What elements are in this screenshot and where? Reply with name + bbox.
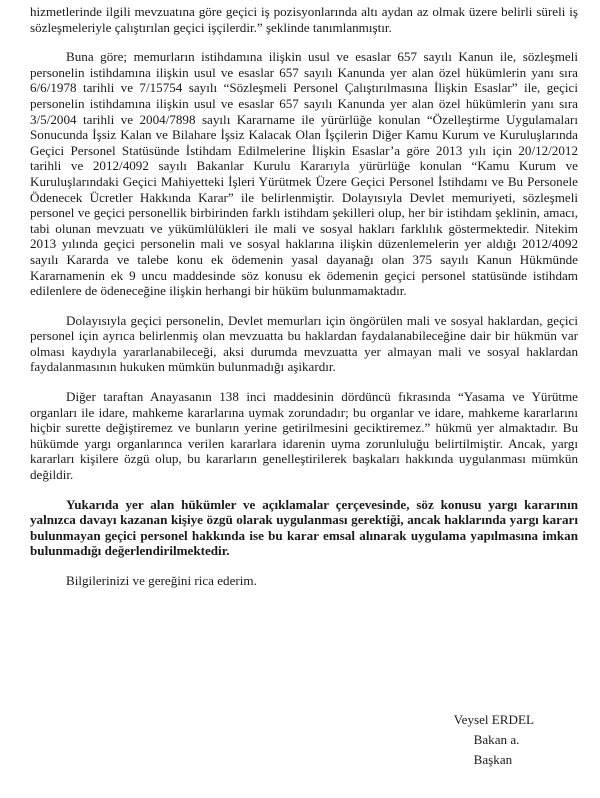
paragraph-constitution: Diğer taraftan Anayasanın 138 inci maddesinin dördüncü fıkrasında “Yasama ve Yürütme organları ile idare, mahkeme kararlarına uymak zorundadır; bu organlar ve idare, mahkeme kararlarını hiçbir surette değiştiremez ve bunların yerine getirilmesini geciktiremez.” hükmü yer almaktadır. Bu hükümde yargı organlarınca verilen kararlara idarenin uyma zorunluluğu belirtilmiştir. Ancak, yargı kararları kişilere özgü olup, bu kararların genelleştirilerek başkaları hakkında uygulanması mümkün değildir.: [30, 389, 578, 483]
signatory-on-behalf: Bakan a.: [473, 732, 520, 747]
paragraph-conclusion: Yukarıda yer alan hükümler ve açıklamalar çerçevesinde, söz konusu yargı kararının yalnızca davayı kazanan kişiye özgü olarak uygulanması gerektiği, ancak haklarında yargı kararı bulunmayan geçici personel hakkında ise bu karar emsal alınarak uygulama yapılmasına imkan bulunmadığı değerlendirilmektedir.: [30, 496, 578, 559]
signature-block: [454, 710, 534, 770]
paragraph-closing: Bilgilerinizi ve gereğini rica ederim.: [66, 573, 257, 588]
signatory-name: Veysel ERDEL: [453, 712, 534, 727]
paragraph-rights: Dolayısıyla geçici personelin, Devlet memurları için öngörülen mali ve sosyal haklardan, geçici personel için ayrıca belirlenmiş olan mevzuatta bu haklardan faydalanabileceğine dair bir hükmün var olması kaydıyla yararlanabileceği, aksi durumda mevzuatta yer almayan mali ve sosyal haklardan faydalanmasının hukuken mümkün bulunmadığı aşikardır.: [30, 312, 578, 375]
paragraph-legal-basis: Buna göre; memurların istihdamına ilişkin usul ve esaslar 657 sayılı Kanun ile, sözleşmeli personelin istihdamına ilişkin usul ve esaslar 657 sayılı Kanunda yer alan özel hükümlerin yanı sıra 6/6/1978 tarihli ve 7/15754 sayılı “Sözleşmeli Personel Çalıştırılmasına İlişkin Esaslar” ile, geçici personelin istihdamına ilişkin usul ve esaslar 657 sayılı Kanunda yer alan özel hükümlerin yanı sıra 3/5/2004 tarihli ve 2004/7898 sayılı Kararname ile yürürlüğe konulan “Özelleştirme Uygulamaları Sonucunda İşsiz Kalan ve Bilahare İşsiz Kalacak Olan İşçilerin Diğer Kamu Kurum ve Kuruluşlarında Geçici Personel Statüsünde İstihdam Edilmelerine İlişkin Esaslar’a göre 2013 yılı için 20/12/2012 tarihli ve 2012/4092 sayılı Bakanlar Kurulu Kararıyla yürürlüğe konulan “Kamu Kurum ve Kuruluşlarındaki Geçici Mahiyetteki İşleri Yürütmek Üzere Geçici Personel İstihdamı ve Bu Personele Ödenecek Ücretler Hakkında Karar” ile belirlenmiştir. Dolayısıyla Devlet memuriyeti, sözleşmeli personel ve geçici personellik birbirinden farklı istihdam şekilleri olup, her bir istihdam şeklinin, amacı, tabi olunan mevzuatı ve yükümlülükleri ile mali ve sosyal hakları farklılık göstermektedir. Nitekim 2013 yılında geçici personelin mali ve sosyal haklarına ilişkin düzenlemelerin yer aldığı 2012/4092 sayılı Kararda ve talebe konu ek ödemenin yasal dayanağı olan 375 sayılı Kanun Hükmünde Kararnamenin ek 9 uncu maddesinde söz konusu ek ödemenin geçici personel statüsünde istihdam edilenlere de ödeneceğine ilişkin herhangi bir hüküm bulunmamaktadır.: [30, 49, 578, 299]
signatory-title: Başkan: [473, 752, 513, 767]
paragraph-intro: hizmetlerinde ilgili mevzuatına göre geçici iş pozisyonlarında altı aydan az olmak üzere belirli süreli iş sözleşmeleriyle çalıştırılan geçici işçilerdir.” şeklinde tanımlanmıştır.: [30, 4, 578, 35]
